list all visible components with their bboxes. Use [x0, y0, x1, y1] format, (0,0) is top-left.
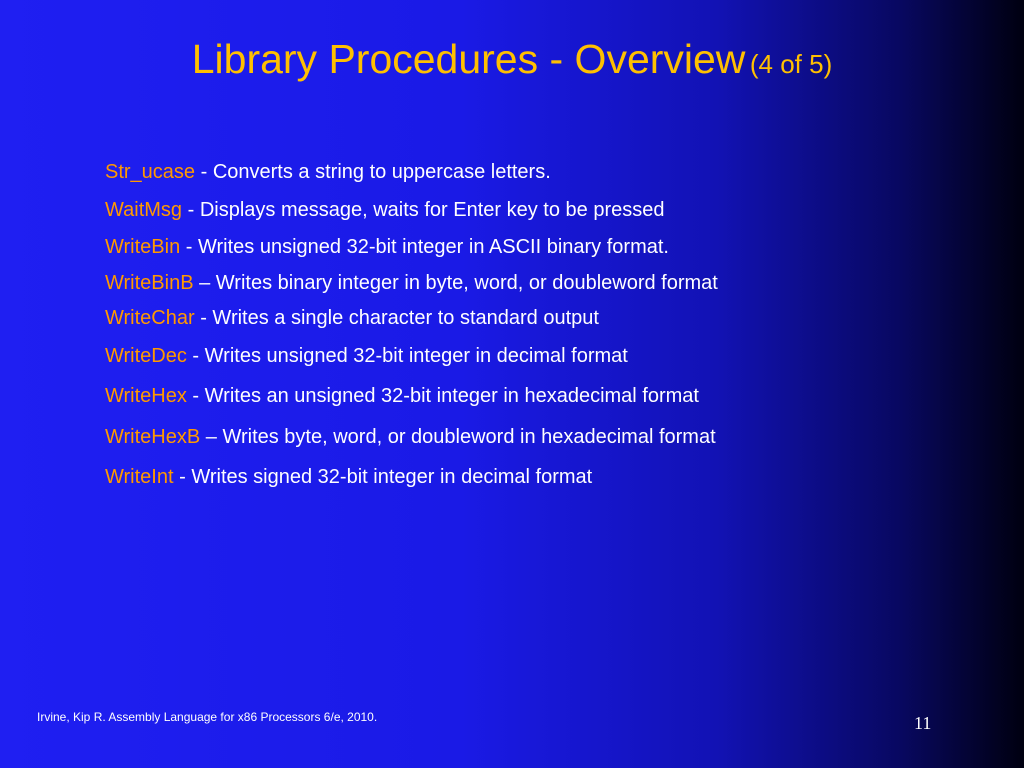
procedure-description: - Writes a single character to standard output [194, 307, 599, 329]
procedure-description: - Writes unsigned 32-bit integer in ASCII binary format. [180, 236, 669, 258]
slide-page-number: 11 [914, 713, 932, 733]
procedure-name: WriteHex [105, 385, 187, 407]
procedure-item [105, 160, 551, 184]
slide-title-text: Library Procedures - Overview [191, 36, 746, 82]
procedure-item [105, 235, 669, 259]
procedure-name: WriteBin [105, 236, 181, 258]
procedure-item [105, 465, 592, 489]
procedure-description: – Writes binary integer in byte, word, or doubleword format [193, 272, 718, 294]
procedure-description: - Displays message, waits for Enter key to be pressed [182, 199, 665, 221]
procedure-item [105, 271, 718, 295]
procedure-item [105, 306, 599, 330]
procedure-name: WaitMsg [105, 199, 183, 221]
slide-footer-citation: Irvine, Kip R. Assembly Language for x86 Processors 6/e, 2010. [37, 710, 378, 724]
procedure-description: - Writes an unsigned 32-bit integer in hexadecimal format [186, 385, 699, 407]
procedure-name: WriteDec [105, 345, 187, 367]
slide-subtitle: (4 of 5) [749, 49, 833, 79]
procedure-item [105, 425, 716, 449]
procedure-description: - Writes signed 32-bit integer in decimal format [173, 466, 593, 488]
procedure-description: - Writes unsigned 32-bit integer in decimal format [186, 345, 628, 367]
slide-title [0, 36, 1024, 83]
procedure-description: - Converts a string to uppercase letters. [195, 161, 551, 183]
procedure-name: WriteInt [105, 466, 174, 488]
procedure-item [105, 384, 699, 408]
procedure-name: WriteHexB [105, 426, 201, 448]
procedure-description: – Writes byte, word, or doubleword in hexadecimal format [200, 426, 716, 448]
procedure-item [105, 198, 664, 222]
procedure-name: WriteChar [105, 307, 195, 329]
procedure-item [105, 344, 628, 368]
procedure-name: Str_ucase [105, 161, 196, 183]
procedure-name: WriteBinB [105, 272, 194, 294]
